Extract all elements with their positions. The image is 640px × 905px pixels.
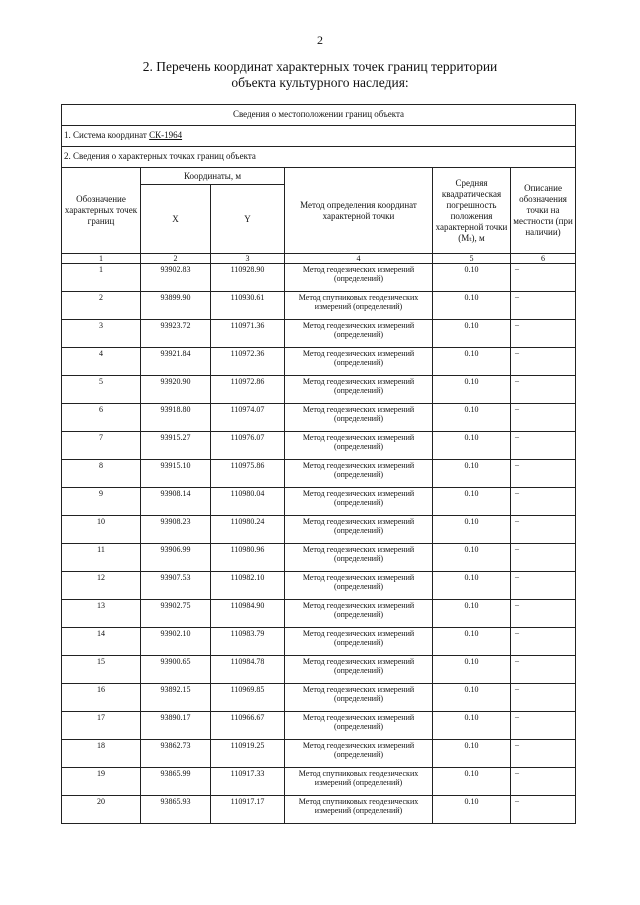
y-coordinate-cell: 110984.78: [211, 656, 285, 684]
column-number: 2: [141, 254, 211, 264]
point-id-cell: 12: [62, 572, 141, 600]
table-row: [62, 264, 576, 292]
column-number: 6: [511, 254, 576, 264]
method-cell: Метод геодезических измерений (определений): [285, 264, 433, 292]
method-cell: Метод геодезических измерений (определений): [285, 600, 433, 628]
method-cell: Метод геодезических измерений (определений): [285, 656, 433, 684]
x-coordinate-cell: 93862.73: [141, 740, 211, 768]
y-coordinate-cell: 110969.85: [211, 684, 285, 712]
description-cell: –: [511, 432, 576, 460]
point-id-cell: 18: [62, 740, 141, 768]
x-coordinate-cell: 93899.90: [141, 292, 211, 320]
column-number: 5: [433, 254, 511, 264]
x-coordinate-cell: 93892.15: [141, 684, 211, 712]
header-coordinates: Координаты, м: [141, 168, 285, 185]
accuracy-cell: 0.10: [433, 628, 511, 656]
description-cell: –: [511, 768, 576, 796]
y-coordinate-cell: 110980.04: [211, 488, 285, 516]
x-coordinate-cell: 93902.75: [141, 600, 211, 628]
description-cell: –: [511, 292, 576, 320]
accuracy-cell: 0.10: [433, 768, 511, 796]
y-coordinate-cell: 110982.10: [211, 572, 285, 600]
y-coordinate-cell: 110980.24: [211, 516, 285, 544]
y-coordinate-cell: 110930.61: [211, 292, 285, 320]
point-id-cell: 20: [62, 796, 141, 824]
description-cell: –: [511, 740, 576, 768]
table-row: [62, 516, 576, 544]
accuracy-cell: 0.10: [433, 544, 511, 572]
x-coordinate-cell: 93915.10: [141, 460, 211, 488]
point-id-cell: 15: [62, 656, 141, 684]
description-cell: –: [511, 712, 576, 740]
x-coordinate-cell: 93920.90: [141, 376, 211, 404]
accuracy-cell: 0.10: [433, 712, 511, 740]
document-title: [0, 59, 640, 91]
header-x: X: [141, 185, 211, 254]
point-id-cell: 17: [62, 712, 141, 740]
y-coordinate-cell: 110971.36: [211, 320, 285, 348]
column-number: 4: [285, 254, 433, 264]
description-cell: –: [511, 600, 576, 628]
table-row: [62, 684, 576, 712]
table-row: [62, 348, 576, 376]
point-id-cell: 9: [62, 488, 141, 516]
table-row: [62, 572, 576, 600]
description-cell: –: [511, 796, 576, 824]
point-id-cell: 10: [62, 516, 141, 544]
section-title: Сведения о местоположении границ объекта: [62, 105, 576, 126]
accuracy-cell: 0.10: [433, 348, 511, 376]
method-cell: Метод геодезических измерений (определений): [285, 628, 433, 656]
point-id-cell: 3: [62, 320, 141, 348]
accuracy-cell: 0.10: [433, 376, 511, 404]
accuracy-cell: 0.10: [433, 572, 511, 600]
accuracy-cell: 0.10: [433, 684, 511, 712]
table-row: [62, 796, 576, 824]
description-cell: –: [511, 264, 576, 292]
point-id-cell: 1: [62, 264, 141, 292]
point-id-cell: 8: [62, 460, 141, 488]
table-row: [62, 740, 576, 768]
y-coordinate-cell: 110976.07: [211, 432, 285, 460]
table-row: [62, 628, 576, 656]
point-id-cell: 16: [62, 684, 141, 712]
method-cell: Метод геодезических измерений (определений): [285, 488, 433, 516]
table-row: [62, 320, 576, 348]
header-description: Описание обозначения точки на местности (при наличии): [511, 168, 576, 254]
method-cell: Метод геодезических измерений (определений): [285, 572, 433, 600]
method-cell: Метод геодезических измерений (определений): [285, 432, 433, 460]
x-coordinate-cell: 93908.23: [141, 516, 211, 544]
description-cell: –: [511, 656, 576, 684]
accuracy-cell: 0.10: [433, 292, 511, 320]
description-cell: –: [511, 348, 576, 376]
method-cell: Метод спутниковых геодезических измерений (определений): [285, 796, 433, 824]
method-cell: Метод геодезических измерений (определений): [285, 404, 433, 432]
header-point-designation: Обозначение характерных точек границ: [62, 168, 141, 254]
point-id-cell: 2: [62, 292, 141, 320]
method-cell: Метод геодезических измерений (определений): [285, 712, 433, 740]
coordinate-system-label: 1. Система координат: [64, 130, 150, 141]
y-coordinate-cell: 110966.67: [211, 712, 285, 740]
y-coordinate-cell: 110917.17: [211, 796, 285, 824]
point-id-cell: 19: [62, 768, 141, 796]
accuracy-cell: 0.10: [433, 656, 511, 684]
description-cell: –: [511, 684, 576, 712]
description-cell: –: [511, 376, 576, 404]
point-id-cell: 13: [62, 600, 141, 628]
x-coordinate-cell: 93902.83: [141, 264, 211, 292]
y-coordinate-cell: 110974.07: [211, 404, 285, 432]
y-coordinate-cell: 110972.36: [211, 348, 285, 376]
method-cell: Метод геодезических измерений (определений): [285, 460, 433, 488]
accuracy-cell: 0.10: [433, 488, 511, 516]
y-coordinate-cell: 110972.86: [211, 376, 285, 404]
table-row: [62, 768, 576, 796]
description-cell: –: [511, 320, 576, 348]
method-cell: Метод геодезических измерений (определений): [285, 544, 433, 572]
table-row: [62, 712, 576, 740]
accuracy-cell: 0.10: [433, 796, 511, 824]
page-number: 2: [317, 33, 323, 47]
method-cell: Метод спутниковых геодезических измерений (определений): [285, 768, 433, 796]
y-coordinate-cell: 110928.90: [211, 264, 285, 292]
x-coordinate-cell: 93865.99: [141, 768, 211, 796]
method-cell: Метод геодезических измерений (определений): [285, 684, 433, 712]
method-cell: Метод геодезических измерений (определений): [285, 376, 433, 404]
accuracy-cell: 0.10: [433, 460, 511, 488]
coordinates-table: [61, 104, 576, 824]
header-method: Метод определения координат характерной точки: [285, 168, 433, 254]
x-coordinate-cell: 93908.14: [141, 488, 211, 516]
accuracy-cell: 0.10: [433, 740, 511, 768]
table-row: [62, 404, 576, 432]
x-coordinate-cell: 93921.84: [141, 348, 211, 376]
point-id-cell: 11: [62, 544, 141, 572]
description-cell: –: [511, 572, 576, 600]
coordinate-system-name: СК-1964: [149, 130, 183, 141]
table-row: [62, 656, 576, 684]
description-cell: –: [511, 544, 576, 572]
header-y: Y: [211, 185, 285, 254]
y-coordinate-cell: 110984.90: [211, 600, 285, 628]
accuracy-cell: 0.10: [433, 404, 511, 432]
point-id-cell: 14: [62, 628, 141, 656]
table-row: [62, 292, 576, 320]
title-line-2: объекта культурного наследия:: [231, 75, 409, 90]
x-coordinate-cell: 93902.10: [141, 628, 211, 656]
accuracy-cell: 0.10: [433, 264, 511, 292]
method-cell: Метод геодезических измерений (определений): [285, 516, 433, 544]
y-coordinate-cell: 110980.96: [211, 544, 285, 572]
description-cell: –: [511, 628, 576, 656]
method-cell: Метод геодезических измерений (определений): [285, 740, 433, 768]
point-id-cell: 4: [62, 348, 141, 376]
y-coordinate-cell: 110975.86: [211, 460, 285, 488]
table-row: [62, 600, 576, 628]
x-coordinate-cell: 93865.93: [141, 796, 211, 824]
description-cell: –: [511, 460, 576, 488]
description-cell: –: [511, 516, 576, 544]
table-row: [62, 460, 576, 488]
y-coordinate-cell: 110919.25: [211, 740, 285, 768]
method-cell: Метод геодезических измерений (определений): [285, 348, 433, 376]
point-id-cell: 5: [62, 376, 141, 404]
title-line-1: 2. Перечень координат характерных точек границ территории: [142, 59, 498, 74]
points-info-row: 2. Сведения о характерных точках границ объекта: [62, 147, 576, 168]
x-coordinate-cell: 93890.17: [141, 712, 211, 740]
accuracy-cell: 0.10: [433, 432, 511, 460]
column-number: 1: [62, 254, 141, 264]
x-coordinate-cell: 93923.72: [141, 320, 211, 348]
method-cell: Метод спутниковых геодезических измерений (определений): [285, 292, 433, 320]
x-coordinate-cell: 93915.27: [141, 432, 211, 460]
x-coordinate-cell: 93906.99: [141, 544, 211, 572]
method-cell: Метод геодезических измерений (определений): [285, 320, 433, 348]
table-row: [62, 376, 576, 404]
x-coordinate-cell: 93900.65: [141, 656, 211, 684]
accuracy-cell: 0.10: [433, 320, 511, 348]
x-coordinate-cell: 93907.53: [141, 572, 211, 600]
point-id-cell: 6: [62, 404, 141, 432]
y-coordinate-cell: 110917.33: [211, 768, 285, 796]
x-coordinate-cell: 93918.80: [141, 404, 211, 432]
table-row: [62, 432, 576, 460]
accuracy-cell: 0.10: [433, 516, 511, 544]
description-cell: –: [511, 488, 576, 516]
table-row: [62, 544, 576, 572]
accuracy-cell: 0.10: [433, 600, 511, 628]
header-accuracy: Средняя квадратическая погрешность положения характерной точки (Mₜ), м: [433, 168, 511, 254]
point-id-cell: 7: [62, 432, 141, 460]
table-row: [62, 488, 576, 516]
y-coordinate-cell: 110983.79: [211, 628, 285, 656]
description-cell: –: [511, 404, 576, 432]
coordinate-system-row: [62, 126, 576, 147]
column-number: 3: [211, 254, 285, 264]
